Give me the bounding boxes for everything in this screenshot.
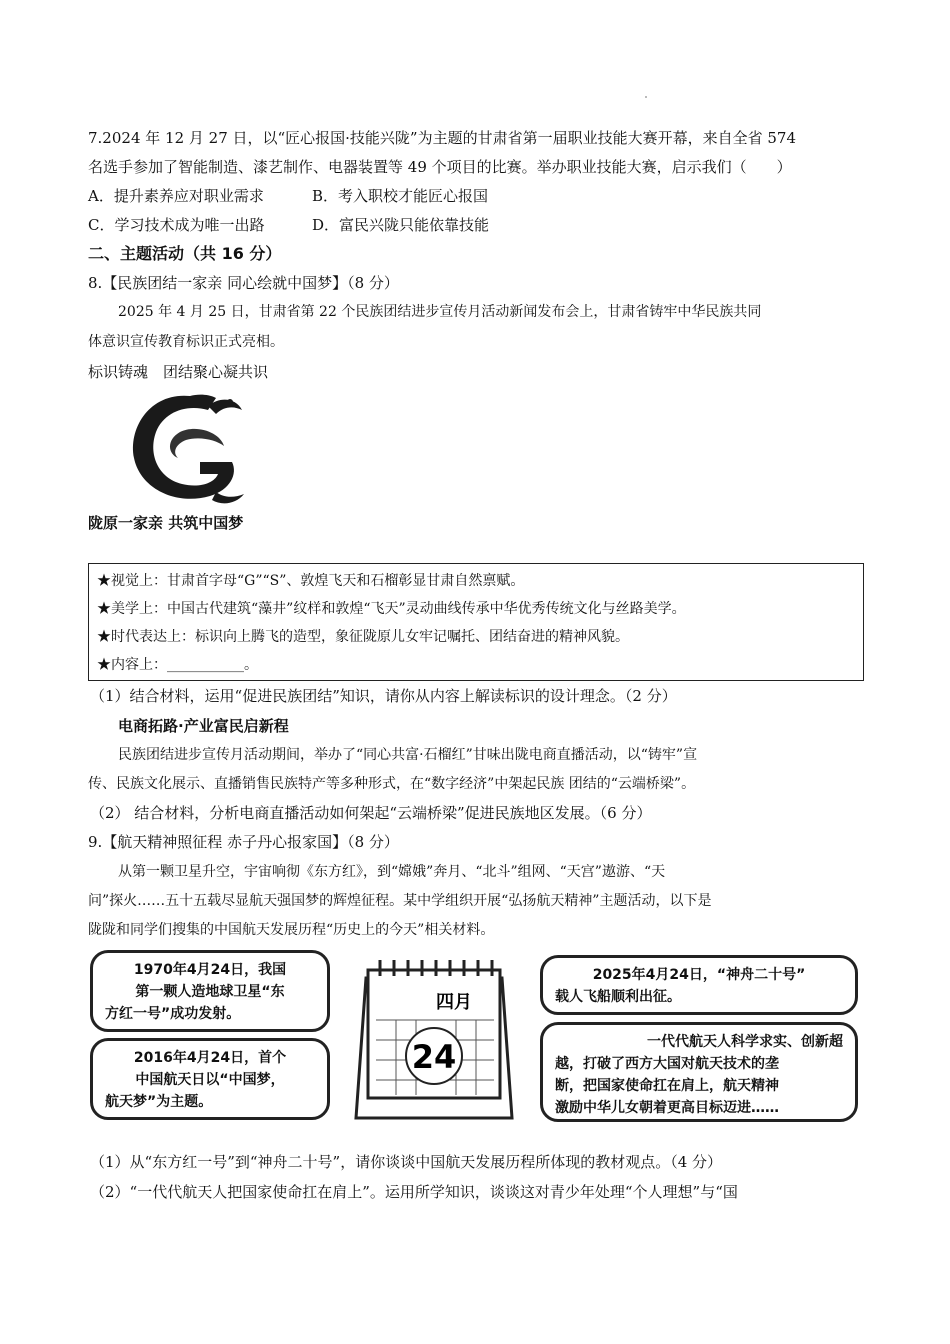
- bubble-2016-line3: 航天梦”为主题。: [105, 1094, 213, 1110]
- bubble-1970-line2: 第一颗人造地球卫星“东: [135, 984, 285, 1000]
- speech-bubble-2016: [90, 1038, 330, 1120]
- q7-stem-line2: 名选手参加了智能制造、漆艺制作、电器装置等 49 个项目的比赛。举办职业技能大赛，启示我们（ ）: [88, 158, 792, 176]
- q8-title: 8.【民族团结一家亲 同心绘就中国梦】（8 分）: [88, 274, 399, 292]
- q8-material-line1: 2025 年 4 月 25 日，甘肃省第 22 个民族团结进步宣传月活动新闻发布会上，甘肃省铸牢中华民族共同: [118, 304, 762, 320]
- q8-question-1: （1）结合材料，运用“促进民族团结”知识，请你从内容上解读标识的设计理念。（2 分）: [90, 687, 677, 705]
- q9-title: 9.【航天精神照征程 赤子丹心报家国】（8 分）: [88, 833, 399, 851]
- ethnic-unity-logo: [120, 388, 260, 510]
- box-line-visual: ★视觉上：甘肃首字母“G”“S”、敦煌飞天和石榴彰显甘肃自然禀赋。: [97, 573, 525, 589]
- q9-question-1: （1）从“东方红一号”到“神舟二十号”，请你谈谈中国航天发展历程所体现的教材观点。（4 分）: [90, 1153, 723, 1171]
- q7-option-c[interactable]: C．学习技术成为唯一出路: [88, 216, 265, 234]
- calendar-illustration: [350, 950, 518, 1120]
- q7-option-d[interactable]: D．富民兴陇只能依靠技能: [312, 216, 490, 234]
- q9-question-2: （2）“一代代航天人把国家使命扛在肩上”。运用所学知识，谈谈这对青少年处理“个人理想”与“国: [90, 1183, 738, 1201]
- q8-subheading-logo: 标识铸魂 团结聚心凝共识: [88, 363, 269, 381]
- scan-dot: [645, 96, 647, 98]
- q7-stem-line1: 7.2024 年 12 月 27 日，以“匠心报国·技能兴陇”为主题的甘肃省第一届职业技能大赛开幕，来自全省 574: [88, 129, 797, 147]
- q8-question-2: （2） 结合材料，分析电商直播活动如何架起“云端桥梁”促进民族地区发展。（6 分）: [90, 804, 652, 822]
- box-line-aesthetic: ★美学上：中国古代建筑“藻井”纹样和敦煌“飞天”灵动曲线传承中华优秀传统文化与丝路美学。: [97, 601, 686, 617]
- box-line-era: ★时代表达上：标识向上腾飞的造型，象征陇原儿女牢记嘱托、团结奋进的精神风貌。: [97, 629, 629, 645]
- q7-option-b[interactable]: B．考入职校才能匠心报国: [312, 187, 489, 205]
- q8-material2-line1: 民族团结进步宣传月活动期间，举办了“同心共富·石榴红”甘味出陇电商直播活动，以“铸牢”宣: [118, 747, 698, 763]
- speech-bubble-1970: [90, 950, 330, 1032]
- q8-material-line2: 体意识宣传教育标识正式亮相。: [88, 334, 284, 350]
- calendar-day: 24: [411, 1038, 457, 1076]
- box-line-content[interactable]: ★内容上：___________。: [97, 657, 258, 673]
- bubble-spirit-line2: 越，打破了西方大国对航天技术的垄: [555, 1056, 779, 1072]
- calendar-month: 四月: [436, 992, 472, 1013]
- bubble-2016-line2: 中国航天日以“中国梦，: [135, 1072, 285, 1088]
- section-title: 二、主题活动（共 16 分）: [88, 244, 282, 263]
- q8-material2-line2: 传、民族文化展示、直播销售民族特产等多种形式，在“数字经济”中架起民族 团结的“云端桥梁”。: [88, 776, 696, 792]
- q8-subheading-ecommerce: 电商拓路·产业富民启新程: [118, 717, 289, 735]
- bubble-spirit-line1: 一代代航天人科学求实、创新超: [647, 1034, 843, 1050]
- speech-bubble-2025: [540, 955, 858, 1015]
- bubble-spirit-line4: 激励中华儿女朝着更高目标迈进……: [555, 1100, 779, 1116]
- bubble-1970-line3: 方红一号”成功发射。: [105, 1006, 241, 1022]
- q9-material-line1: 从第一颗卫星升空，宇宙响彻《东方红》，到“嫦娥”奔月、“北斗”组网、“天宫”遨游、“天: [118, 864, 666, 880]
- q9-material-line3: 陇陇和同学们搜集的中国航天发展历程“历史上的今天”相关材料。: [88, 922, 495, 938]
- speech-bubble-spirit: [540, 1022, 858, 1122]
- bubble-spirit-line3: 断，把国家使命扛在肩上，航天精神: [555, 1078, 779, 1094]
- q7-option-a[interactable]: A．提升素养应对职业需求: [88, 187, 264, 205]
- bubble-2025-line2: 载人飞船顺利出征。: [555, 989, 681, 1005]
- design-concept-box: [88, 563, 864, 681]
- bubble-2025-line1: 2025年4月24日，“神舟二十号”: [592, 967, 806, 983]
- bubble-1970-line1: 1970年4月24日，我国: [133, 962, 287, 978]
- bubble-2016-line1: 2016年4月24日，首个: [133, 1050, 287, 1066]
- logo-caption: 陇原一家亲 共筑中国梦: [88, 514, 244, 532]
- q9-material-line2: 问”探火……五十五载尽显航天强国梦的辉煌征程。某中学组织开展“弘扬航天精神”主题活动，以下是: [88, 893, 712, 909]
